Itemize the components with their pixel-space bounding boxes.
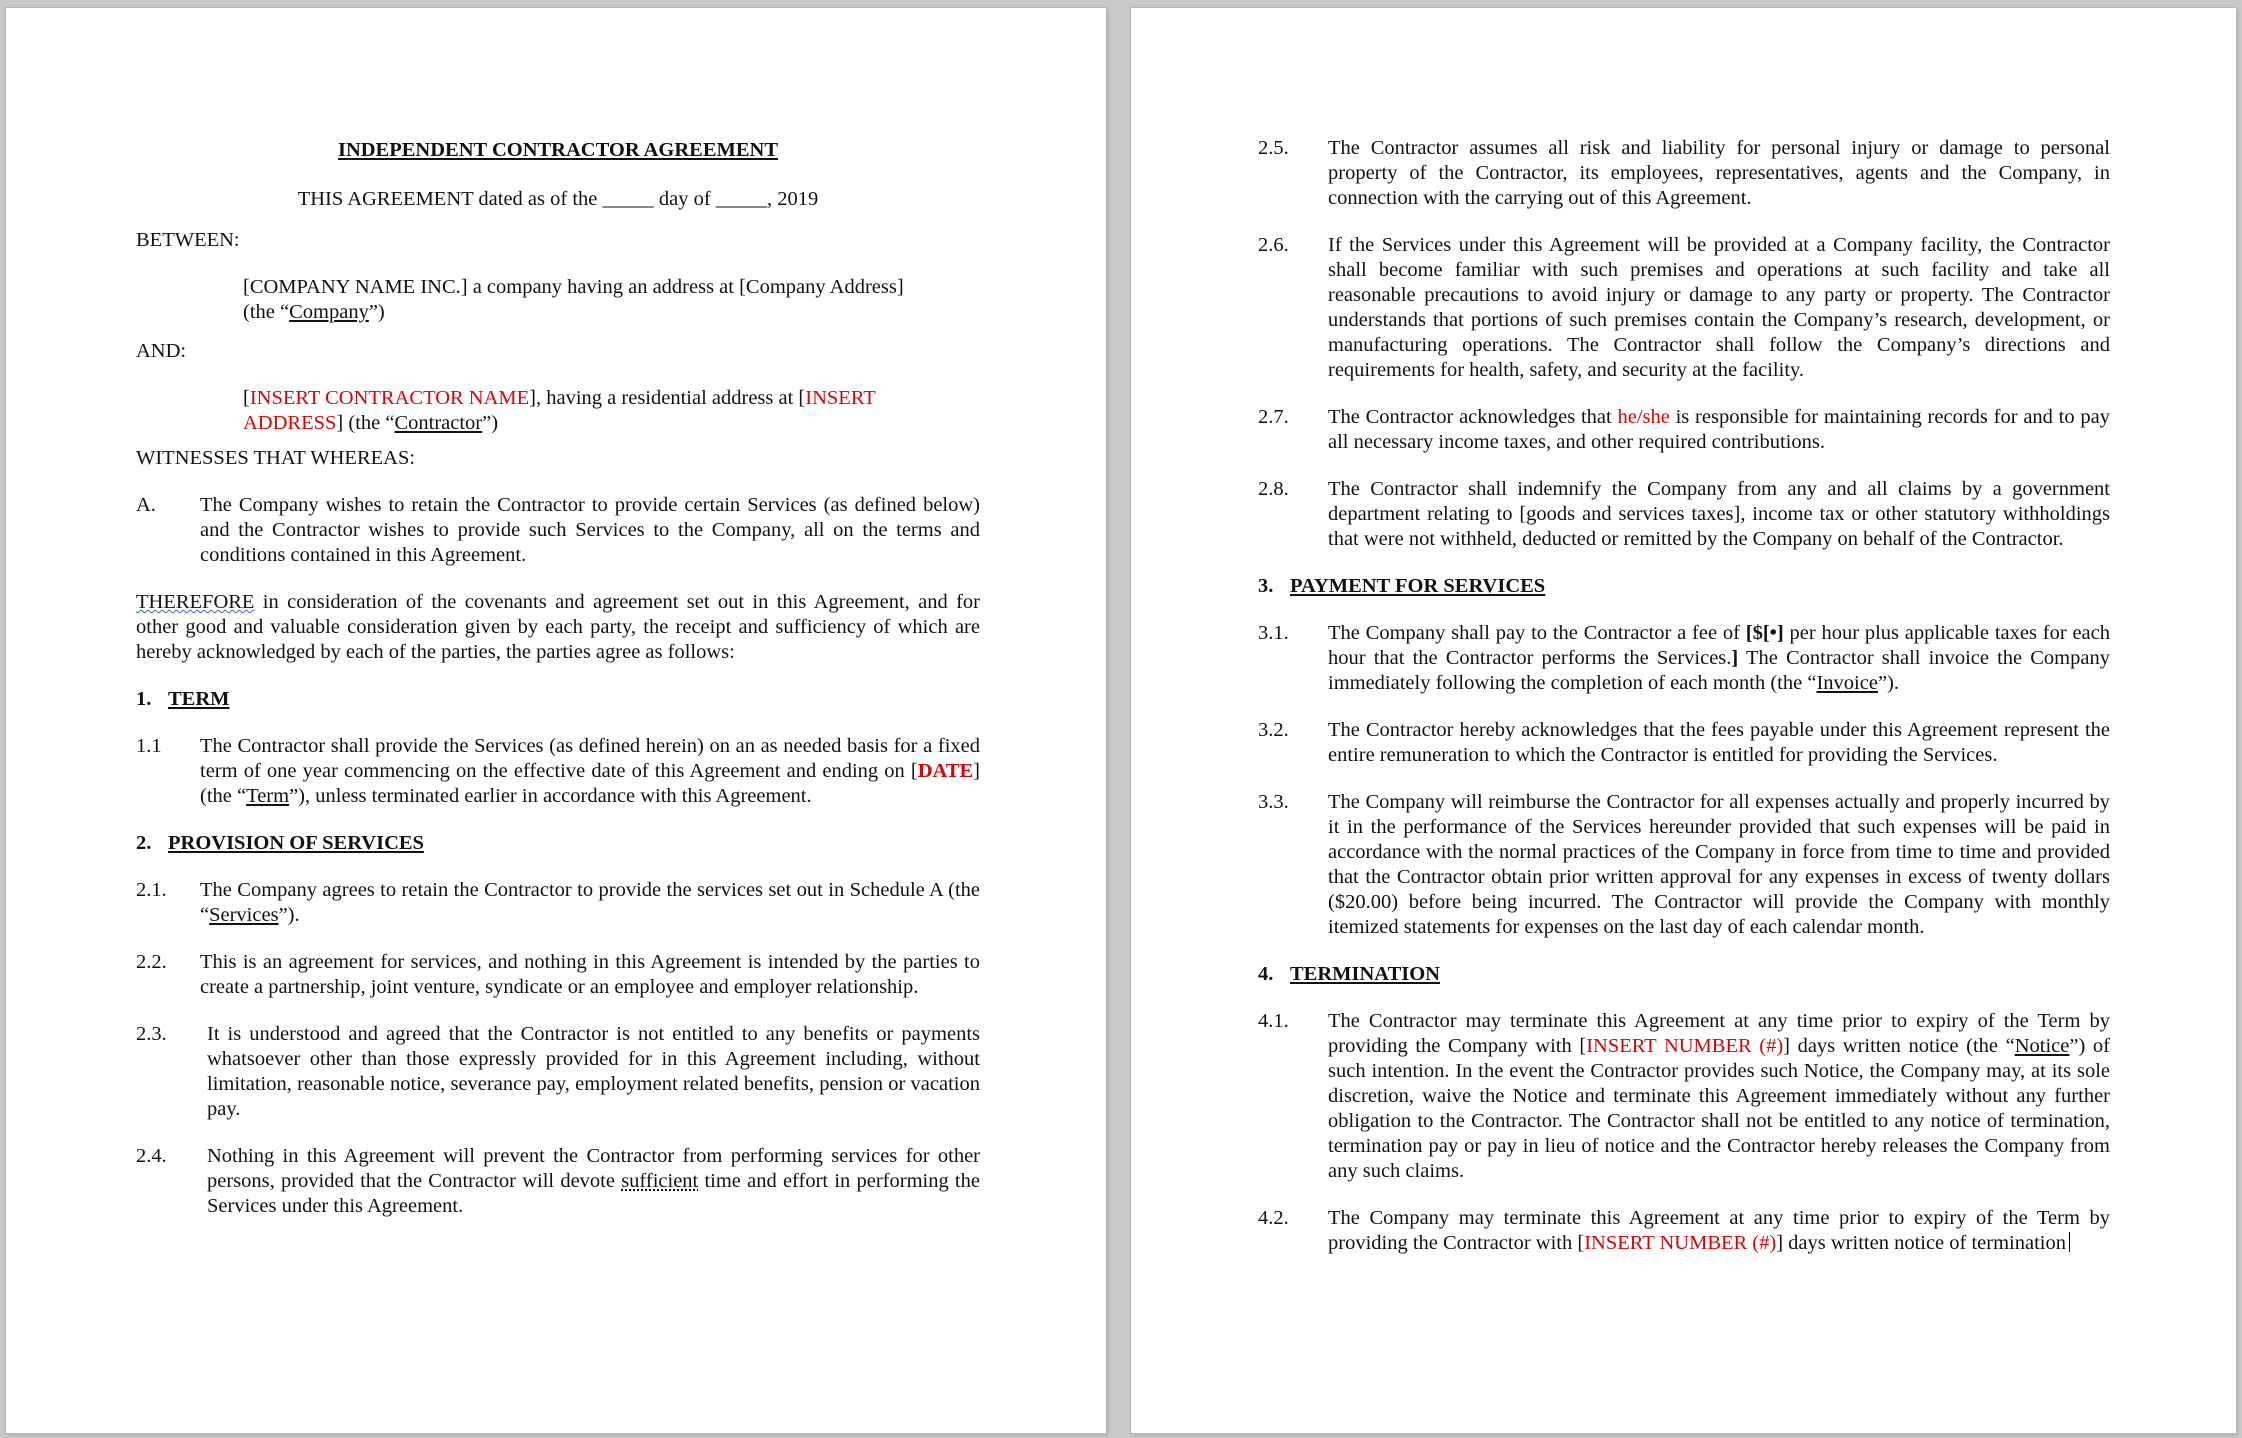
recital-a-text: The Company wishes to retain the Contractor to provide certain Services (as defined below) and the Contractor wishes to provide such Services to the Company, all on the terms and conditions contained in this Agreement. (200, 494, 980, 566)
services-defined-term: Services (209, 904, 279, 926)
clause-3-2-text: The Contractor hereby acknowledges that the fees payable under this Agreement represent the entire remuneration to which the Contractor is entitled for providing the Services. (1328, 719, 2110, 766)
clause-2-4-post: time and effort in performing the Services under this Agreement. (207, 1170, 980, 1217)
contractor-name-placeholder: INSERT CONTRACTOR NAME (249, 387, 530, 409)
company-line-1: [COMPANY NAME INC.] a company having an address at [Company Address] (243, 276, 904, 298)
recital-a-number: A. (136, 494, 156, 516)
section-3-heading (1258, 574, 2110, 599)
section-4-title: TERMINATION (1290, 963, 1440, 985)
clause-2-4 (136, 1144, 980, 1219)
document-title: INDEPENDENT CONTRACTOR AGREEMENT (337, 139, 779, 161)
clause-2-5-number: 2.5. (1258, 137, 1289, 159)
section-2-number: 2. (136, 832, 152, 854)
clause-2-2-text: This is an agreement for services, and nothing in this Agreement is intended by the parties to create a partnership, joint venture, syndicate or an employee and employer relationship. (200, 951, 980, 998)
clause-2-4-pre: Nothing in this Agreement will prevent the Contractor from performing services for other persons, provided that the Contractor will devote (207, 1145, 980, 1192)
section-1-number: 1. (136, 688, 152, 710)
clause-1-1-mid: ] (the “ (200, 760, 980, 807)
text-cursor (2069, 1232, 2070, 1252)
clause-2-7 (1258, 405, 2110, 455)
section-3-number: 3. (1258, 575, 1274, 597)
section-3-title: PAYMENT FOR SERVICES (1290, 575, 1546, 597)
clause-4-1-post: ”) of such intention. In the event the Contractor provides such Notice, the Company may, at its sole discretion, waive the Notice and terminate this Agreement immediately without any further obligation to the Contractor. The Contractor shall not be entitled to any notice of termination, termination pay or pay in lieu of notice and the Contractor hereby releases the Company from any such claims. (1328, 1035, 2110, 1182)
clause-4-2 (1258, 1206, 2110, 1256)
clause-3-1-number: 3.1. (1258, 622, 1289, 644)
clause-2-1-number: 2.1. (136, 879, 167, 901)
clause-4-2-text (1328, 1206, 2110, 1256)
contractor-defined-term: Contractor (394, 412, 483, 434)
clause-2-3-number: 2.3. (136, 1023, 167, 1045)
clause-3-1 (1258, 621, 2110, 696)
clause-3-3 (1258, 790, 2110, 940)
clause-2-3 (136, 1022, 980, 1122)
section-1-title: TERM (168, 688, 230, 710)
clause-4-1-text (1328, 1009, 2110, 1184)
clause-3-1-end: ”). (1877, 672, 1899, 694)
clause-1-1-pre: The Contractor shall provide the Services (as defined herein) on an as needed basis for a fixed term of one year commencing on the effective date of this Agreement and ending on [ (200, 735, 980, 782)
and-label: AND: (136, 340, 187, 362)
clause-3-2 (1258, 718, 2110, 768)
date-placeholder: DATE (917, 760, 974, 782)
clause-2-7-number: 2.7. (1258, 406, 1289, 428)
clause-2-7-text (1328, 405, 2110, 455)
clause-1-1 (136, 734, 980, 809)
clause-2-2-number: 2.2. (136, 951, 167, 973)
clause-4-1-pre: The Contractor may terminate this Agreement at any time prior to expiry of the Term by providing the Company with [ (1328, 1010, 2110, 1057)
clause-4-2-number: 4.2. (1258, 1207, 1289, 1229)
therefore-rest: in consideration of the covenants and agreement set out in this Agreement, and for other good and valuable consideration given by each party, the receipt and sufficiency of which are hereby acknowledged by each of the parties, the parties agree as follows: (136, 591, 980, 663)
fee-placeholder: [$[•] (1745, 622, 1784, 644)
term-defined-term: Term (246, 785, 290, 807)
sufficient-word: sufficient (621, 1170, 699, 1192)
clause-2-8-text: The Contractor shall indemnify the Company from any and all claims by a government department relating to [goods and services taxes], income tax or other statutory withholdings that were not withheld, deducted or remitted by the Company on behalf of the Contractor. (1328, 478, 2110, 550)
clause-2-6 (1258, 233, 2110, 383)
page-2[interactable] (1131, 8, 2236, 1433)
contractor-def-open: ] (the “ (336, 412, 395, 434)
clause-2-4-number: 2.4. (136, 1145, 167, 1167)
clause-1-1-post: ”), unless terminated earlier in accordance with this Agreement. (289, 785, 812, 807)
contractor-address-placeholder: INSERT ADDRESS (243, 387, 876, 434)
clause-3-1-text (1328, 621, 2110, 696)
clause-2-3-text: It is understood and agreed that the Contractor is not entitled to any benefits or payments whatsoever other than those expressly provided for in this Agreement including, without limitation, reasonable notice, severance pay, employment related benefits, pension or vacation pay. (207, 1023, 980, 1120)
section-4-heading (1258, 962, 2110, 987)
clause-3-2-number: 3.2. (1258, 719, 1289, 741)
clause-2-1-pre: The Company agrees to retain the Contractor to provide the services set out in Schedule A (the “ (200, 879, 980, 926)
clause-4-1-mid: ] days written notice (the “ (1783, 1035, 2015, 1057)
clause-4-1-number: 4.1. (1258, 1010, 1289, 1032)
therefore-paragraph (136, 590, 980, 665)
page-1[interactable] (6, 8, 1106, 1433)
termination-days-placeholder: INSERT NUMBER (#) (1584, 1232, 1777, 1254)
therefore-word: THEREFORE (136, 591, 255, 613)
company-def-close: ”) (368, 301, 385, 323)
clause-2-7-post: is responsible for maintaining records for and to pay all necessary income taxes, and other required contributions. (1328, 406, 2110, 453)
company-party-block (243, 275, 948, 325)
clause-2-7-pre: The Contractor acknowledges that (1328, 406, 1618, 428)
clause-2-1-post: ”). (278, 904, 300, 926)
clause-3-1-post: The Contractor shall invoice the Company immediately following the completion of each month (the “ (1328, 647, 2110, 694)
contractor-def-close: ”) (482, 412, 499, 434)
clause-3-3-number: 3.3. (1258, 791, 1289, 813)
clause-4-2-post: ] days written notice of termination (1776, 1232, 2066, 1254)
clause-1-1-text (200, 734, 980, 809)
contractor-party-text (243, 386, 943, 436)
between-label: BETWEEN: (136, 229, 240, 251)
clause-2-6-number: 2.6. (1258, 234, 1289, 256)
recital-a (136, 493, 980, 568)
clause-3-1-pre: The Company shall pay to the Contractor a fee of (1328, 622, 1746, 644)
company-def-open: (the “ (243, 301, 290, 323)
clause-2-8 (1258, 477, 2110, 552)
company-defined-term: Company (289, 301, 369, 323)
clause-4-1 (1258, 1009, 2110, 1184)
company-line-2 (243, 300, 948, 325)
clause-3-1-mid: per hour plus applicable taxes for each hour that the Contractor performs the Services. (1328, 622, 2110, 669)
clause-1-1-number: 1.1 (136, 735, 162, 757)
clause-2-1 (136, 878, 980, 928)
contractor-mid-text: ], having a residential address at [ (529, 387, 806, 409)
notice-defined-term: Notice (2014, 1035, 2070, 1057)
bracket-open: [ (243, 387, 250, 409)
clause-2-6-text: If the Services under this Agreement will be provided at a Company facility, the Contractor shall become familiar with such premises and operations at such facility and take all reasonable precautions to avoid injury or damage to any party or property. The Contractor understands that portions of such premises contain the Company’s research, development, or manufacturing operations. The Contractor shall follow the Company’s directions and requirements for health, safety, and security at the facility. (1328, 234, 2110, 381)
clause-2-4-text (207, 1144, 980, 1219)
clause-2-5 (1258, 136, 2110, 211)
section-4-number: 4. (1258, 963, 1274, 985)
invoice-defined-term: Invoice (1816, 672, 1878, 694)
notice-days-placeholder: INSERT NUMBER (#) (1586, 1035, 1784, 1057)
section-2-heading (136, 831, 980, 856)
clause-2-5-text: The Contractor assumes all risk and liability for personal injury or damage to personal property of the Contractor, its employees, representatives, agents and the Company, in connection with the carrying out of this Agreement. (1328, 137, 2110, 209)
clause-2-2 (136, 950, 980, 1000)
witnesses-heading: WITNESSES THAT WHEREAS: (136, 447, 416, 469)
contractor-party-block (243, 386, 943, 436)
fee-bracket-close: ] (1731, 647, 1739, 669)
clause-2-8-number: 2.8. (1258, 478, 1289, 500)
clause-2-1-text (200, 878, 980, 928)
section-2-title: PROVISION OF SERVICES (168, 832, 424, 854)
agreement-date-line: THIS AGREEMENT dated as of the _____ day of _____, 2019 (297, 188, 819, 210)
pronoun-placeholder: he/she (1617, 406, 1670, 428)
clause-4-2-pre: The Company may terminate this Agreement at any time prior to expiry of the Term by providing the Contractor with [ (1328, 1207, 2110, 1254)
clause-3-3-text: The Company will reimburse the Contractor for all expenses actually and properly incurred by it in the performance of the Services hereunder provided that such expenses will be paid in accordance with the normal practices of the Company in force from time to time and provided that the Contractor obtain prior written approval for any expenses in excess of twenty dollars ($20.00) before being incurred. The Contractor will provide the Company with monthly itemized statements for expenses on the last day of each calendar month. (1328, 791, 2110, 938)
section-1-heading (136, 687, 980, 712)
